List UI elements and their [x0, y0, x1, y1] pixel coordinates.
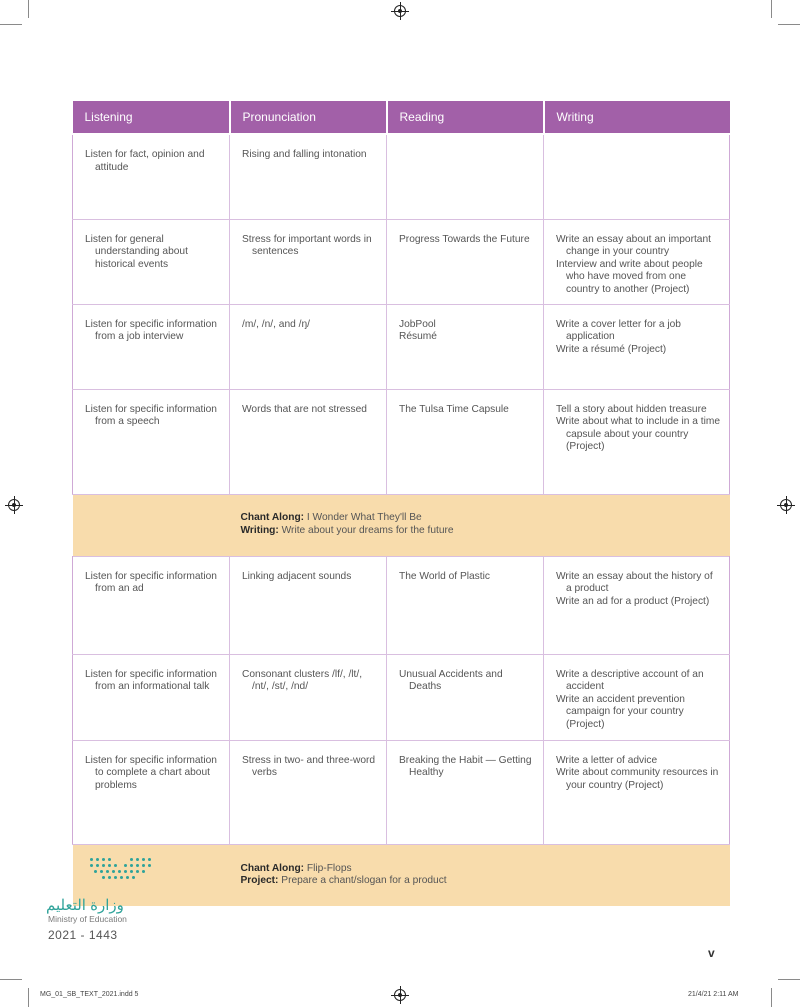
band-label: Project: — [240, 875, 279, 887]
table-row — [73, 134, 730, 219]
band-label: Chant Along: — [240, 862, 305, 874]
writing-text: Write a descriptive account of an accident — [556, 668, 704, 693]
band-text: Write about your dreams for the future — [278, 525, 454, 536]
logo-dot — [130, 864, 133, 867]
logo-dot — [148, 858, 151, 861]
logo-dot — [108, 864, 111, 867]
file-slug: MG_01_SB_TEXT_2021.indd 5 — [40, 991, 139, 998]
table-row — [73, 219, 730, 304]
writing-text: Write a résumé (Project) — [556, 343, 667, 355]
logo-dot — [114, 876, 117, 879]
band-label: Writing: — [240, 525, 279, 536]
logo-dot — [142, 858, 145, 861]
cell-reading — [387, 219, 544, 304]
logo-dot — [102, 858, 105, 861]
logo-dot — [112, 870, 115, 873]
logo-dot — [136, 870, 139, 873]
registration-mark-icon — [394, 5, 406, 17]
cell-writing — [544, 654, 730, 740]
cell-writing — [544, 304, 730, 389]
listening-text: Listen for general understanding about historical events — [85, 233, 188, 270]
pronunciation-text: Consonant clusters /lf/, /lt/, /nt/, /st/, /nd/ — [242, 668, 363, 693]
header-pronunciation: Pronunciation — [230, 101, 387, 134]
listening-text: Listen for specific information to complete a chart about problems — [85, 754, 217, 791]
logo-dot — [108, 858, 111, 861]
logo-dot — [102, 864, 105, 867]
reading-text: Unusual Accidents and Deaths — [399, 668, 503, 693]
date-slug: 21/4/21 2:11 AM — [688, 991, 739, 998]
pronunciation-text: /m/, /n/, and /ŋ/ — [242, 318, 310, 330]
logo-dot — [120, 876, 123, 879]
logo-dot — [94, 870, 97, 873]
logo-dot — [100, 870, 103, 873]
reading-text: Breaking the Habit — Getting Healthy — [399, 754, 532, 779]
cell-pronunciation — [230, 134, 387, 219]
cell-listening — [73, 740, 230, 844]
crop-mark — [0, 24, 22, 25]
listening-text: Listen for specific information from a speech — [85, 403, 217, 428]
cell-pronunciation — [230, 556, 387, 654]
header-writing: Writing — [544, 101, 730, 134]
reading-text: Résumé — [399, 331, 437, 343]
cell-writing — [544, 389, 730, 494]
writing-text: Write a cover letter for a job application — [556, 318, 681, 343]
cell-writing — [544, 556, 730, 654]
reading-text: The World of Plastic — [399, 570, 490, 582]
pronunciation-text: Stress in two- and three-word verbs — [242, 754, 376, 779]
logo-dot — [136, 864, 139, 867]
cell-pronunciation — [230, 389, 387, 494]
pronunciation-text: Rising and falling intonation — [242, 149, 367, 160]
writing-text: Interview and write about people who have moved from one country to another (Project) — [556, 258, 703, 295]
logo-dot — [136, 858, 139, 861]
logo-dot — [124, 864, 127, 867]
cell-pronunciation — [230, 304, 387, 389]
logo-dot — [132, 876, 135, 879]
cell-reading — [387, 654, 544, 740]
cell-writing — [544, 219, 730, 304]
logo-dot — [114, 864, 117, 867]
logo-dot — [90, 858, 93, 861]
cell-listening — [73, 134, 230, 219]
crop-mark — [28, 988, 29, 1007]
crop-mark — [0, 979, 22, 980]
band-text: Flip-Flops — [304, 862, 352, 874]
writing-text: Write an essay about the history of a product — [556, 570, 713, 595]
writing-text: Write an accident prevention campaign for your country (Project) — [556, 693, 685, 730]
listening-text: Listen for specific information from an informational talk — [85, 668, 217, 693]
logo-dot — [142, 870, 145, 873]
table-row — [73, 654, 730, 740]
writing-text: Write about what to include in a time capsule about your country (Project) — [556, 416, 721, 453]
pronunciation-text: Stress for important words in sentences — [242, 233, 372, 258]
logo-dot — [96, 858, 99, 861]
writing-text: Write a letter of advice — [556, 754, 658, 766]
crop-mark — [28, 0, 29, 18]
logo-dot — [90, 864, 93, 867]
registration-mark-icon — [394, 989, 406, 1001]
cell-listening — [73, 556, 230, 654]
logo-dot — [130, 858, 133, 861]
logo-dot — [142, 864, 145, 867]
logo-dot — [96, 864, 99, 867]
registration-mark-icon — [8, 499, 20, 511]
reading-text: The Tulsa Time Capsule — [399, 403, 509, 415]
table-row — [73, 389, 730, 494]
scope-and-sequence-table — [72, 101, 730, 906]
crop-mark — [778, 24, 800, 25]
logo-dot — [126, 876, 129, 879]
crop-mark — [771, 0, 772, 18]
table-row — [73, 556, 730, 654]
cell-pronunciation — [230, 654, 387, 740]
writing-text: Write about community resources in your country (Project) — [556, 767, 719, 791]
cell-reading — [387, 389, 544, 494]
writing-text: Tell a story about hidden treasure — [556, 403, 707, 415]
chant-band-1 — [73, 494, 730, 556]
crop-mark — [771, 988, 772, 1007]
band-text: I Wonder What They'll Be — [304, 512, 422, 524]
reading-text: JobPool — [399, 318, 436, 330]
cell-reading — [387, 556, 544, 654]
listening-text: Listen for fact, opinion and attitude — [85, 149, 205, 173]
cell-reading — [387, 740, 544, 844]
table-header-row — [73, 101, 730, 134]
logo-arabic-text: وزارة التعليم — [46, 897, 124, 914]
listening-text: Listen for specific information from a job interview — [85, 318, 217, 343]
ministry-logo — [44, 856, 194, 946]
logo-english-text: Ministry of Education — [48, 914, 127, 924]
logo-dot — [130, 870, 133, 873]
cell-pronunciation — [230, 740, 387, 844]
listening-text: Listen for specific information from an ad — [85, 570, 217, 595]
cell-reading — [387, 304, 544, 389]
table-row — [73, 740, 730, 844]
page-number: v — [708, 946, 715, 960]
header-listening: Listening — [73, 101, 230, 134]
band-text: Prepare a chant/slogan for a product — [278, 875, 447, 887]
writing-text: Write an ad for a product (Project) — [556, 595, 710, 607]
registration-mark-icon — [780, 499, 792, 511]
crop-mark — [778, 979, 800, 980]
cell-reading — [387, 134, 544, 219]
writing-text: Write an essay about an important change in your country — [556, 233, 711, 258]
table-body-upper — [73, 134, 730, 494]
logo-dot — [124, 870, 127, 873]
logo-dot — [108, 876, 111, 879]
cell-listening — [73, 304, 230, 389]
table-body-lower — [73, 556, 730, 844]
logo-dot — [106, 870, 109, 873]
reading-text: Progress Towards the Future — [399, 233, 530, 245]
band-label: Chant Along: — [240, 512, 305, 524]
pronunciation-text: Words that are not stressed — [242, 403, 367, 415]
cell-writing — [544, 134, 730, 219]
logo-dot — [148, 864, 151, 867]
cell-pronunciation — [230, 219, 387, 304]
cell-listening — [73, 219, 230, 304]
cell-listening — [73, 654, 230, 740]
cell-writing — [544, 740, 730, 844]
logo-dot — [118, 870, 121, 873]
cell-listening — [73, 389, 230, 494]
logo-year: 2021 - 1443 — [48, 928, 118, 942]
logo-dot — [102, 876, 105, 879]
band-cell — [73, 494, 730, 556]
pronunciation-text: Linking adjacent sounds — [242, 570, 352, 582]
header-reading: Reading — [387, 101, 544, 134]
table-row — [73, 304, 730, 389]
